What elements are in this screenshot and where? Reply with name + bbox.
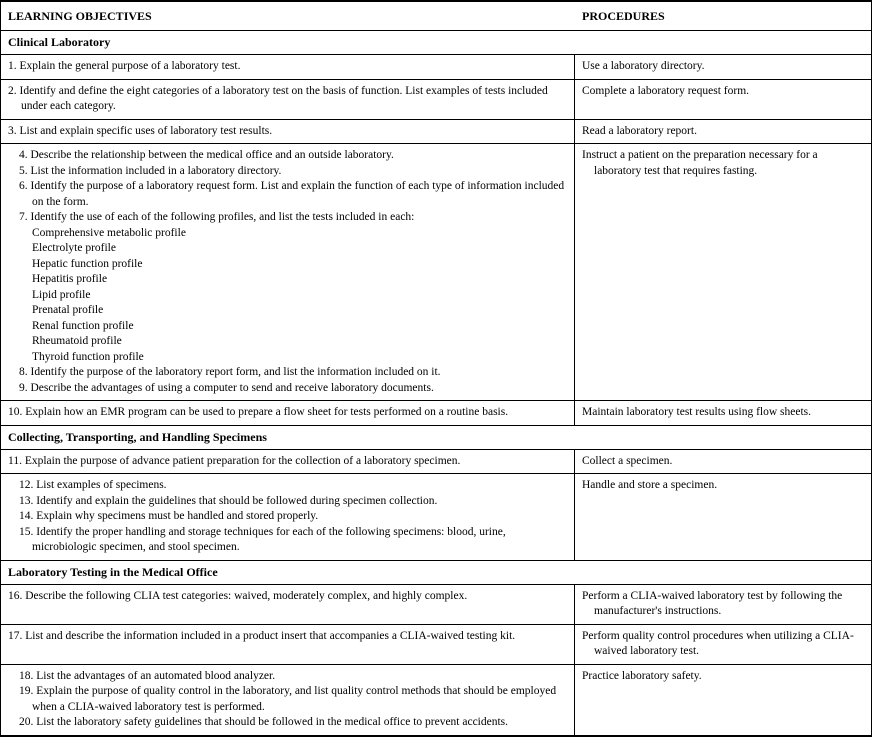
procedures-cell [575,144,871,400]
objective-item: 17. List and describe the information included in a product insert that accompanies a CLIA-waived testing kit. [8,629,516,642]
profile-subitem: Thyroid function profile [32,350,144,363]
objective-item: 19. Explain the purpose of quality control in the laboratory, and list quality control methods that should be employed when a CLIA-waived laboratory test is performed. [19,685,557,713]
objective-item: 6. Identify the purpose of a laboratory request form. List and explain the function of each type of information included on the form. [19,180,565,208]
objectives-cell [1,144,575,400]
procedures-cell [575,585,871,624]
objective-item: 2. Identify and define the eight categories of a laboratory test on the basis of function. List examples of tests included under each category. [8,84,548,112]
procedure-item: Instruct a patient on the preparation necessary for a laboratory test that requires fasting. [582,149,818,177]
objective-item: 20. List the laboratory safety guidelines that should be followed in the medical office to prevent accidents. [19,716,509,728]
objective-item: 3. List and explain specific uses of laboratory test results. [8,124,273,137]
objective-group [19,478,566,556]
procedure-item: Use a laboratory directory. [582,60,705,72]
section-title-laboratory-testing: Laboratory Testing in the Medical Office [1,561,871,585]
profile-subitem: Comprehensive metabolic profile [32,226,186,239]
objectives-cell [1,80,575,119]
table-row [1,55,871,80]
objective-item: 4. Describe the relationship between the medical office and an outside laboratory. [19,149,394,161]
table-row [1,80,871,120]
profile-subitem: Hepatic function profile [32,257,143,270]
profile-subitem: Prenatal profile [32,304,104,316]
profile-subitem: Rheumatoid profile [32,335,122,347]
procedure-item: Collect a specimen. [582,454,673,467]
objective-item: 13. Identify and explain the guidelines that should be followed during specimen collection. [19,494,438,507]
objective-item: 5. List the information included in a laboratory directory. [19,164,282,177]
objectives-cell [1,625,575,664]
table-row [1,474,871,561]
section-title-collecting-specimens: Collecting, Transporting, and Handling Specimens [1,426,871,450]
objectives-cell [1,55,575,79]
table-row [1,625,871,665]
section-title-clinical-laboratory: Clinical Laboratory [1,31,871,55]
procedures-cell [575,450,871,474]
table-row [1,120,871,145]
objective-item: 14. Explain why specimens must be handled and stored properly. [19,510,319,522]
procedure-item: Handle and store a specimen. [582,479,718,491]
procedure-item: Perform quality control procedures when utilizing a CLIA-waived laboratory test. [582,629,854,657]
objective-item: 8. Identify the purpose of the laboratory report form, and list the information included on it. [19,366,441,378]
profile-subitem: Lipid profile [32,288,91,301]
objectives-cell [1,120,575,144]
column-header-procedures: PROCEDURES [582,9,665,23]
objective-item: 7. Identify the use of each of the following profiles, and list the tests included in each: [19,211,415,223]
procedure-item: Perform a CLIA-waived laboratory test by following the manufacturer's instructions. [582,589,843,617]
procedure-item: Maintain laboratory test results using flow sheets. [582,406,812,418]
procedures-cell [575,80,871,119]
table-row [1,450,871,475]
table-row [1,665,871,735]
procedures-cell [575,55,871,79]
procedures-cell [575,625,871,664]
objective-item: 1. Explain the general purpose of a laboratory test. [8,60,241,72]
procedures-cell [575,120,871,144]
objective-item: 18. List the advantages of an automated blood analyzer. [19,669,276,682]
profile-subitem: Renal function profile [32,319,134,332]
objective-item: 15. Identify the proper handling and storage techniques for each of the following specimens: blood, urine, microbiologic specimen, and stool specimen. [19,525,506,553]
procedures-cell [575,665,871,735]
objective-item: 9. Describe the advantages of using a computer to send and receive laboratory documents. [19,381,434,394]
procedure-item: Read a laboratory report. [582,124,697,137]
objectives-cell [1,401,575,425]
objectives-cell [1,474,575,560]
objective-item: 10. Explain how an EMR program can be used to prepare a flow sheet for tests performed on a routine basis. [8,406,509,418]
procedure-item: Complete a laboratory request form. [582,84,750,97]
profile-subitem: Electrolyte profile [32,242,116,254]
objective-item: 11. Explain the purpose of advance patient preparation for the collection of a laboratory specimen. [8,454,461,467]
objective-group [19,669,566,731]
objectives-cell [1,450,575,474]
objective-item: 12. List examples of specimens. [19,479,167,491]
procedures-cell [575,474,871,560]
table-header-row [1,2,871,31]
profile-subitem: Hepatitis profile [32,273,108,285]
column-header-learning-objectives: LEARNING OBJECTIVES [8,9,152,23]
objective-item: 16. Describe the following CLIA test categories: waived, moderately complex, and highly complex. [8,589,468,602]
table-row [1,401,871,426]
table-row [1,585,871,625]
procedures-cell [575,401,871,425]
objectives-cell [1,585,575,624]
procedure-item: Practice laboratory safety. [582,669,702,682]
objectives-cell [1,665,575,735]
objective-group [19,148,566,396]
table-row [1,144,871,401]
